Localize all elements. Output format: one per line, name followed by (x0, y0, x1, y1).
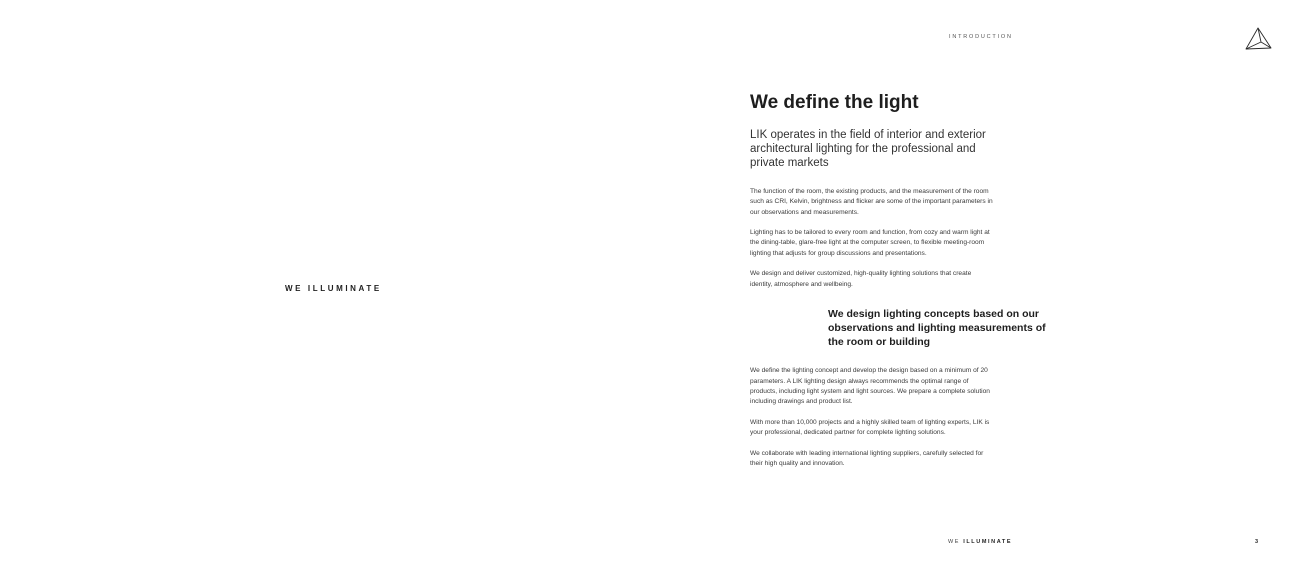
body-paragraph: We design and deliver customized, high-quality lighting solutions that create identity, atmosphere and wellbeing. (750, 270, 972, 288)
body-paragraph: We define the lighting concept and develop the design based on a minimum of 20 parameters. A LIK lighting design always recommends the optimal range of products, including light system and light sources. We prepare a complete solution including drawings and product list. (750, 367, 990, 406)
right-page (650, 0, 1300, 577)
body-paragraph: The function of the room, the existing products, and the measurement of the room such as CRI, Kelvin, brightness and flicker are some of the important parameters in our observations and measurements. (750, 187, 993, 216)
page-number: 3 (1255, 539, 1259, 545)
footer-tagline-prefix: WE (948, 539, 961, 545)
article-content (750, 92, 1046, 469)
footer-tagline-bold: ILLUMINATE (963, 539, 1013, 545)
section-header: INTRODUCTION (949, 34, 1013, 40)
body-paragraph: Lighting has to be tailored to every room and function, from cozy and warm light at the dining-table, glare-free light at the computer screen, to flexible meeting-room lighting that adjusts for group discussions and presentations. (750, 229, 990, 257)
page-subtitle: LIK operates in the field of interior and exterior architectural lighting for the professional and private markets (750, 128, 986, 169)
pull-quote: We design lighting concepts based on our observations and lighting measurements of the room or building (828, 308, 1046, 349)
left-page-tagline: WE ILLUMINATE (285, 284, 382, 293)
footer-tagline (948, 539, 1012, 545)
triangle-prism-logo-icon (1245, 27, 1272, 51)
body-paragraph: We collaborate with leading international lighting suppliers, carefully selected for their high quality and innovation. (750, 449, 984, 467)
page-title: We define the light (750, 92, 919, 113)
body-paragraph: With more than 10,000 projects and a highly skilled team of lighting experts, LIK is your professional, dedicated partner for complete lighting solutions. (750, 418, 990, 437)
